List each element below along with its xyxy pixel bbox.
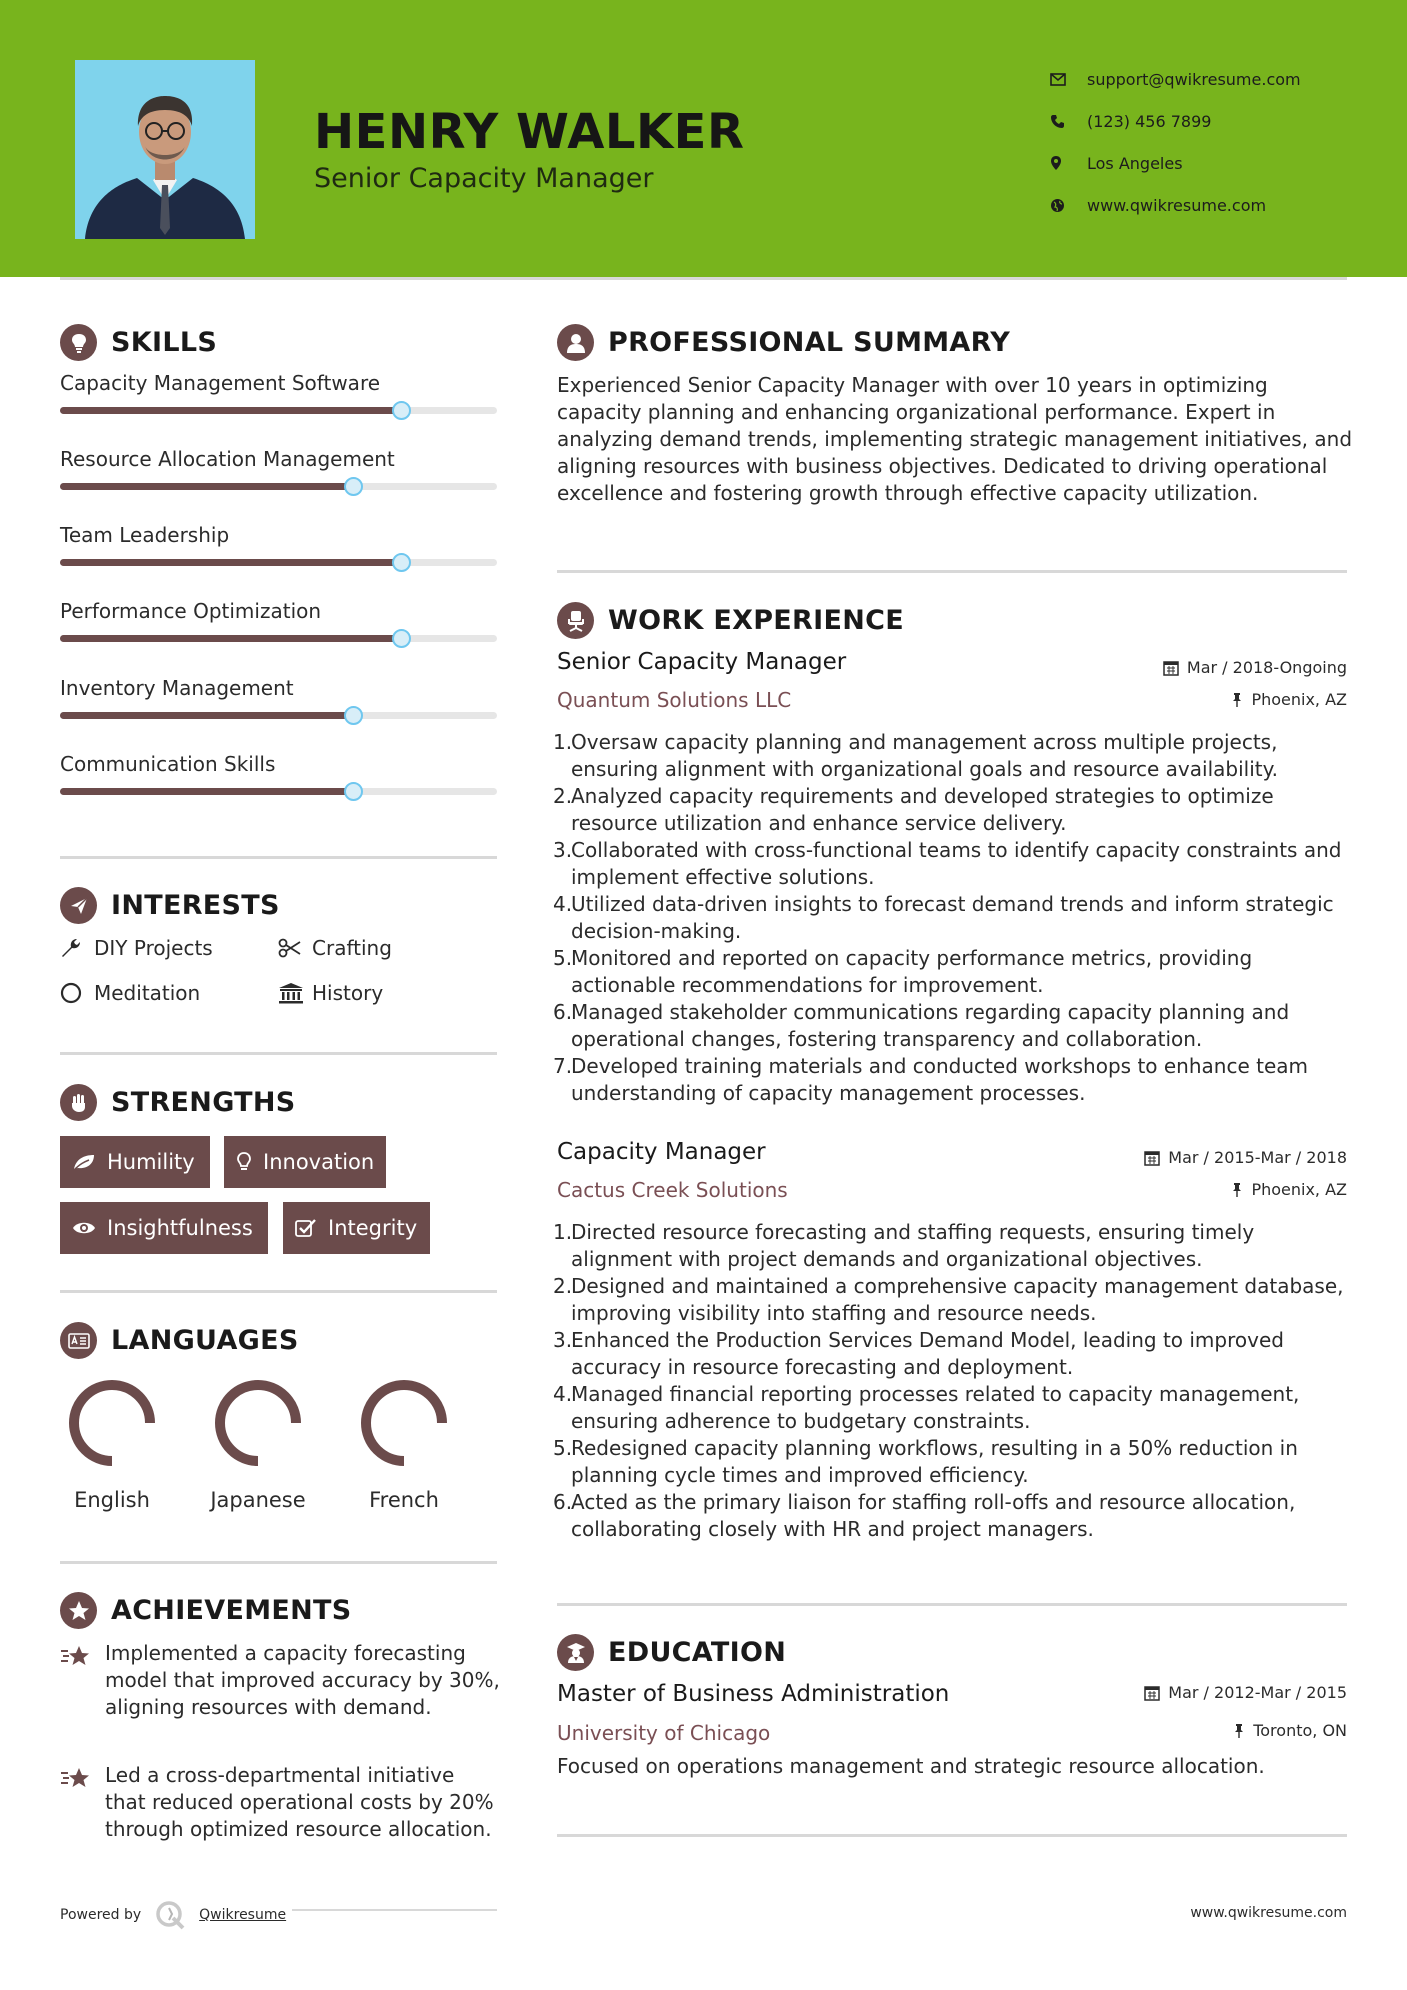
interest-label: Meditation [94,981,201,1005]
degree-name: Master of Business Administration [557,1681,950,1707]
job-bullets [553,729,1357,1107]
interest-item [60,936,213,960]
experience-title: WORK EXPERIENCE [608,605,904,636]
skill-name: Performance Optimization [60,599,322,623]
lightbulb-icon [60,324,97,361]
education-title: EDUCATION [608,1637,787,1668]
education-dates-text: Mar / 2012-Mar / 2015 [1168,1683,1347,1702]
school-name: University of Chicago [557,1721,771,1745]
language-name: English [74,1488,150,1512]
job-bullet: 5. Redesigned capacity planning workflows, resulting in a 50% reduction in planning cycle times and improved efficiency. [553,1436,1298,1487]
language-name: Japanese [210,1488,306,1512]
strength-label: Insightfulness [107,1216,253,1240]
skill-bar-knob [392,401,411,420]
star-burst-icon [60,1762,105,1843]
job-location-text: Phoenix, AZ [1251,690,1347,709]
contact-website[interactable] [1050,184,1301,226]
strength-chip [224,1136,386,1188]
skill-item [60,752,497,776]
phone-icon [1050,114,1087,129]
strength-label: Integrity [328,1216,418,1240]
interest-label: History [312,981,384,1005]
skill-bar-knob [392,629,411,648]
job-bullet: 2. Designed and maintained a comprehensive capacity management database, improving visibility into staffing and resource needs. [553,1274,1344,1325]
user-icon [557,324,594,361]
job-bullet: 1. Oversaw capacity planning and management across multiple projects, ensuring alignment with organizational goals and resource availability. [553,730,1278,781]
calendar-icon [1144,1150,1160,1166]
footer-website[interactable]: www.qwikresume.com [1190,1905,1347,1921]
skill-bar [60,712,497,719]
hand-icon [60,1084,97,1121]
education-dates [1144,1683,1347,1702]
section-divider [60,1052,497,1055]
footer-rule [292,1909,497,1911]
skill-name: Resource Allocation Management [60,447,395,471]
skill-item [60,523,497,547]
job-bullet: 6. Managed stakeholder communications regarding capacity planning and operational changes, fostering transparency and collaboration. [553,1000,1290,1051]
achievements-title: ACHIEVEMENTS [111,1595,352,1626]
qwikresume-logo-icon [155,1900,187,1930]
summary-title: PROFESSIONAL SUMMARY [608,327,1011,358]
skill-name: Inventory Management [60,676,294,700]
language-name: French [369,1488,439,1512]
resume-header [0,0,1407,277]
skill-bar-fill [60,712,353,719]
section-divider [557,1603,1347,1606]
job-bullet: 7. Developed training materials and conducted workshops to enhance team understanding of capacity management processes. [553,1054,1309,1105]
job-bullet: 6. Acted as the primary liaison for staffing roll-offs and resource allocation, collaborating closely with HR and project managers. [553,1490,1296,1541]
achievement-text: Implemented a capacity forecasting model that improved accuracy by 30%, aligning resources with demand. [105,1641,500,1719]
interest-item [278,936,392,960]
language-item [349,1378,459,1512]
skill-bar [60,559,497,566]
skill-bar-knob [344,477,363,496]
lightbulb-icon [236,1151,252,1173]
qwikresume-link[interactable]: Qwikresume [199,1907,287,1923]
section-divider [60,856,497,859]
candidate-title: Senior Capacity Manager [314,163,654,194]
job-title: Capacity Manager [557,1139,766,1165]
strength-chip [60,1136,210,1188]
summary-heading [557,324,1010,361]
job-dates [1163,658,1347,677]
section-divider [60,1290,497,1293]
office-chair-icon [557,602,594,639]
experience-heading [557,602,904,639]
skill-bar-knob [392,553,411,572]
interest-item [60,981,200,1005]
scissors-icon [278,938,312,958]
education-location-text: Toronto, ON [1253,1721,1347,1740]
interests-heading [60,887,280,924]
interest-label: Crafting [312,936,392,960]
section-divider [557,570,1347,573]
education-location [1233,1721,1347,1740]
job-bullets [553,1219,1357,1543]
skill-name: Communication Skills [60,752,276,776]
strength-chip [283,1202,430,1254]
language-icon [60,1322,97,1359]
contact-location-text: Los Angeles [1087,153,1183,173]
achievements-heading [60,1592,352,1629]
skill-bar-fill [60,635,401,642]
globe-icon [1050,198,1087,213]
skills-heading [60,324,217,361]
skills-title: SKILLS [111,327,218,358]
graduate-icon [557,1634,594,1671]
calendar-icon [1163,660,1179,676]
pin-icon [1231,1182,1243,1198]
envelope-icon [1050,73,1087,86]
job-bullet: 2. Analyzed capacity requirements and developed strategies to optimize resource utilization and enhance service delivery. [553,784,1274,835]
job-dates-text: Mar / 2018-Ongoing [1186,658,1347,677]
star-burst-icon [60,1640,105,1721]
job-title: Senior Capacity Manager [557,649,847,675]
summary-text: Experienced Senior Capacity Manager with over 10 years in optimizing capacity planning and enhancing organizational performance. Expert in analyzing demand trends, implementing strategic management initiatives, and aligning resources with business objectives. Dedicated to driving operational excellence and fostering growth through effective capacity utilization. [557,373,1353,505]
skill-item [60,676,497,700]
language-item [57,1378,167,1512]
job-dates [1144,1148,1347,1167]
job-bullet: 3. Enhanced the Production Services Demand Model, leading to improved accuracy in resource forecasting and deployment. [553,1328,1284,1379]
contact-website-text: www.qwikresume.com [1087,195,1267,215]
job-bullet: 4. Managed financial reporting processes related to capacity management, ensuring adherence to budgetary constraints. [553,1382,1300,1433]
company-name: Cactus Creek Solutions [557,1178,788,1202]
interest-label: DIY Projects [94,936,213,960]
language-item [203,1378,313,1512]
contact-phone[interactable] [1050,100,1301,142]
circle-icon [60,982,94,1004]
check-square-icon [295,1218,317,1238]
achievement-item [60,1762,500,1843]
skill-bar-fill [60,407,401,414]
strengths-title: STRENGTHS [111,1087,296,1118]
skill-item [60,599,497,623]
profile-photo [75,60,255,239]
wrench-icon [60,937,94,959]
skill-name: Capacity Management Software [60,371,381,395]
strengths-heading [60,1084,296,1121]
leaf-icon [72,1153,96,1171]
section-divider [557,1834,1347,1837]
contact-list [1050,58,1301,226]
star-icon [60,1592,97,1629]
map-marker-icon [1050,155,1087,171]
skill-bar-fill [60,788,353,795]
education-heading [557,1634,786,1671]
contact-email-text: support@qwikresume.com [1087,69,1301,89]
interests-title: INTERESTS [111,890,280,921]
strength-label: Innovation [263,1150,375,1174]
header-divider [60,277,1347,280]
education-description: Focused on operations management and strategic resource allocation. [557,1754,1265,1778]
job-location [1231,1180,1347,1199]
pin-icon [1233,1723,1245,1739]
contact-phone-text: (123) 456 7899 [1087,111,1212,131]
company-name: Quantum Solutions LLC [557,688,792,712]
skill-bar [60,483,497,490]
contact-email[interactable] [1050,58,1301,100]
powered-by [60,1900,286,1930]
institution-icon [278,982,312,1004]
skill-bar-knob [344,782,363,801]
achievement-item [60,1640,500,1721]
job-bullet: 3. Collaborated with cross-functional teams to identify capacity constraints and implement effective solutions. [553,838,1342,889]
skill-bar-knob [344,706,363,725]
job-dates-text: Mar / 2015-Mar / 2018 [1168,1148,1347,1167]
skill-bar-fill [60,483,353,490]
skill-bar [60,788,497,795]
calendar-icon [1144,1685,1160,1701]
job-bullet: 1. Directed resource forecasting and staffing requests, ensuring timely alignment with project demands and organizational objectives. [553,1220,1255,1271]
languages-heading [60,1322,299,1359]
languages-title: LANGUAGES [111,1325,299,1356]
eye-icon [72,1220,96,1236]
skill-name: Team Leadership [60,523,230,547]
job-bullet: 5. Monitored and reported on capacity performance metrics, providing actionable recommendations for improvement. [553,946,1253,997]
paper-plane-icon [60,887,97,924]
language-level-ring [213,1378,303,1468]
skill-bar [60,635,497,642]
job-location-text: Phoenix, AZ [1251,1180,1347,1199]
language-level-ring [359,1378,449,1468]
skill-item [60,371,497,395]
job-location [1231,690,1347,709]
pin-icon [1231,692,1243,708]
achievement-text: Led a cross-departmental initiative that reduced operational costs by 20% through optimized resource allocation. [105,1763,494,1841]
skill-item [60,447,497,471]
skill-bar-fill [60,559,401,566]
skill-bar [60,407,497,414]
interest-item [278,981,383,1005]
candidate-name: HENRY WALKER [314,104,745,160]
contact-location [1050,142,1301,184]
powered-by-text: Powered by [60,1907,142,1923]
strength-label: Humility [107,1150,195,1174]
section-divider [60,1561,497,1564]
language-level-ring [67,1378,157,1468]
job-bullet: 4. Utilized data-driven insights to forecast demand trends and inform strategic decision-making. [553,892,1334,943]
strength-chip [60,1202,268,1254]
